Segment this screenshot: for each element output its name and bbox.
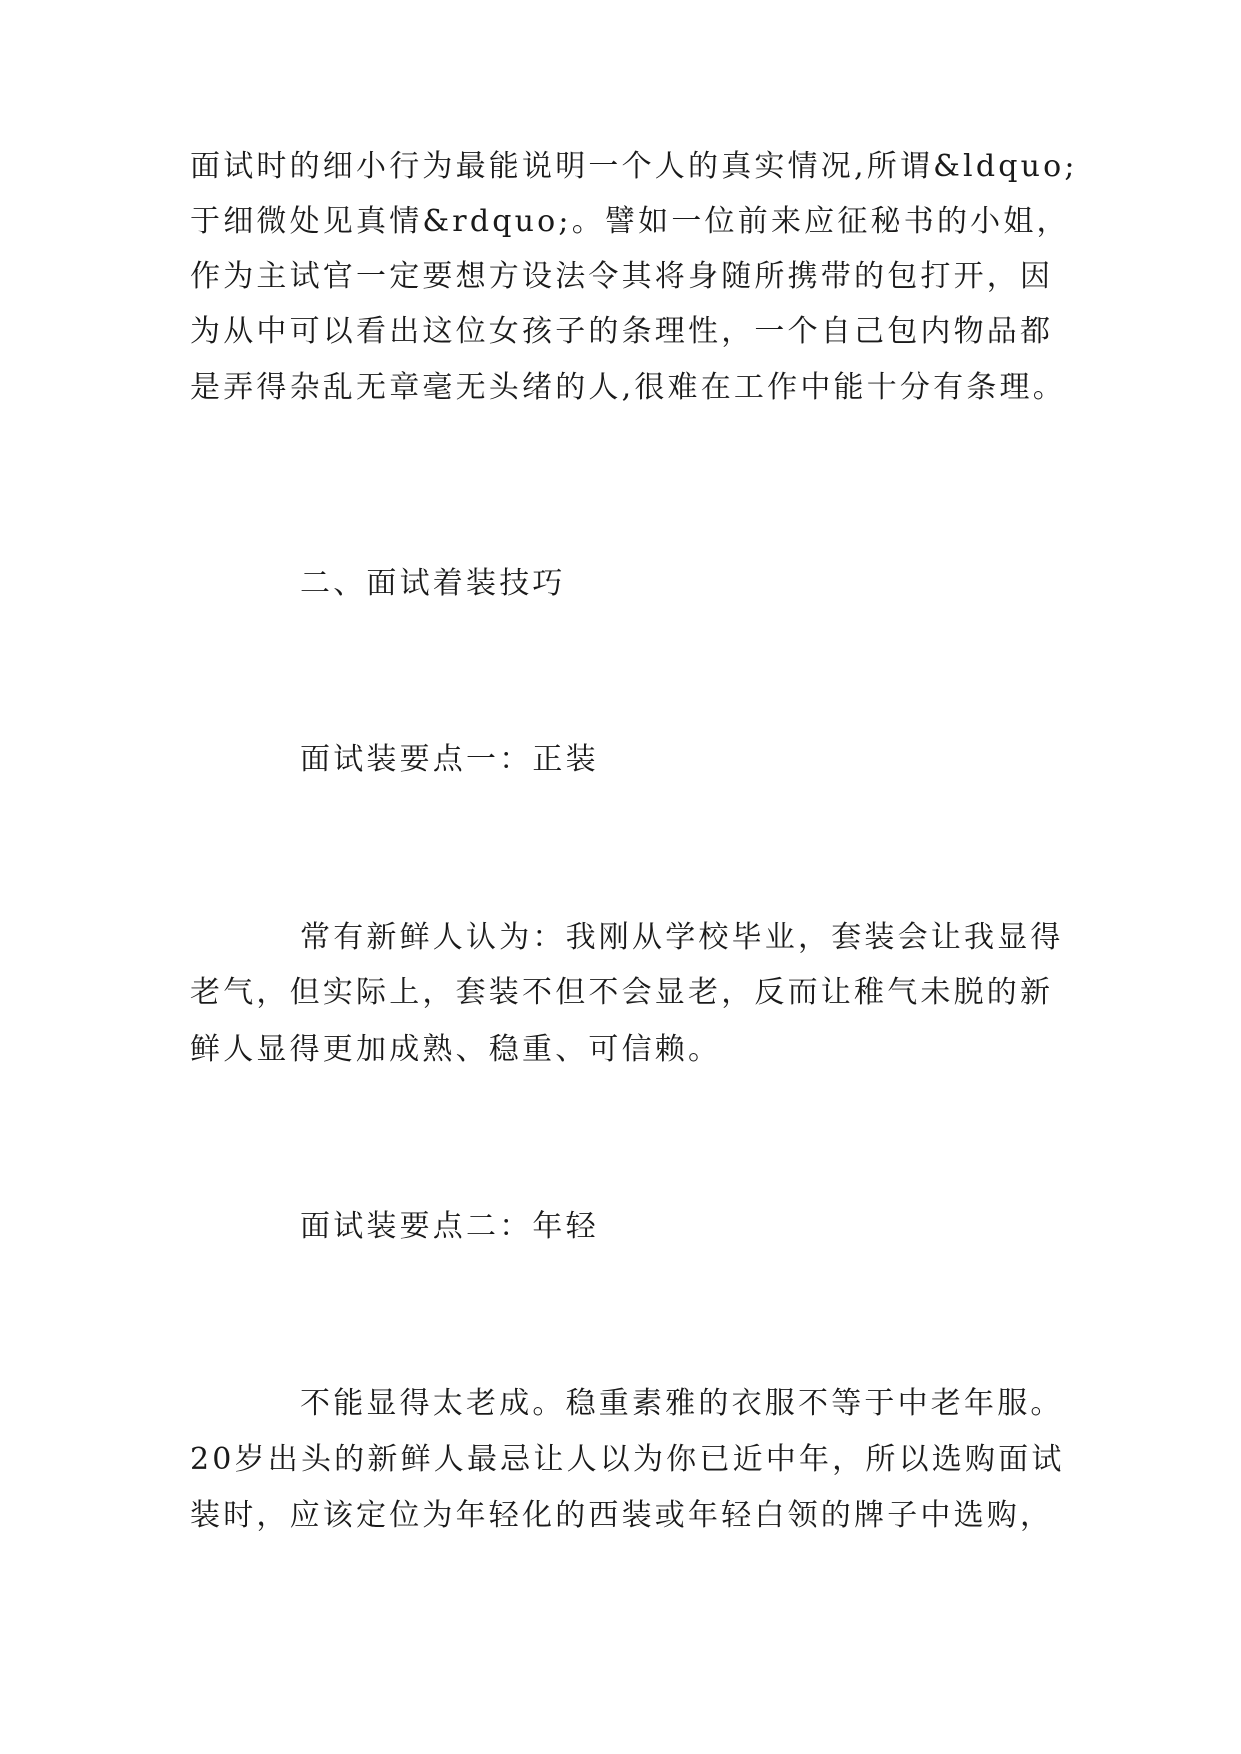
paragraph-line: 于细微处见真情&rdquo;。譬如一位前来应征秘书的小姐， <box>190 204 1070 239</box>
section-heading: 二、面试着装技巧 <box>300 566 566 601</box>
paragraph-line: 作为主试官一定要想方设法令其将身随所携带的包打开，因 <box>190 259 1054 294</box>
paragraph-line: 装时，应该定位为年轻化的西装或年轻白领的牌子中选购， <box>190 1498 1054 1533</box>
paragraph-line: 鲜人显得更加成熟、稳重、可信赖。 <box>190 1032 722 1067</box>
paragraph-line: 为从中可以看出这位女孩子的条理性，一个自己包内物品都 <box>190 314 1054 349</box>
paragraph-line: 是弄得杂乱无章毫无头绪的人,很难在工作中能十分有条理。 <box>190 370 1066 405</box>
paragraph-line: 常有新鲜人认为：我刚从学校毕业，套装会让我显得 <box>300 920 1064 955</box>
point-heading-1: 面试装要点一：正装 <box>300 742 599 777</box>
paragraph-line: 老气，但实际上，套装不但不会显老，反而让稚气未脱的新 <box>190 975 1054 1010</box>
paragraph-line: 20岁出头的新鲜人最忌让人以为你已近中年，所以选购面试 <box>190 1442 1065 1477</box>
point-heading-2: 面试装要点二：年轻 <box>300 1209 599 1244</box>
paragraph-line: 面试时的细小行为最能说明一个人的真实情况,所谓&ldquo; <box>190 149 1078 184</box>
paragraph-line: 不能显得太老成。稳重素雅的衣服不等于中老年服。 <box>300 1386 1064 1421</box>
